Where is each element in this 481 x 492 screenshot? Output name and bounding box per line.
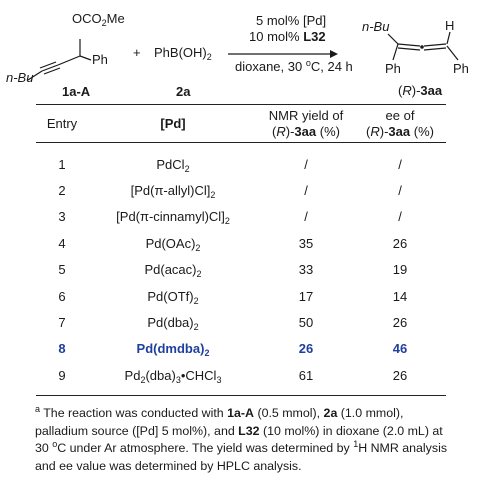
table-row [36, 362, 446, 395]
cell-yield: 26 [298, 341, 314, 357]
cell-entry: 1 [58, 156, 66, 172]
header-pd: [Pd] [160, 115, 186, 131]
cell-pd: $Pd(dmdba)_2$ [136, 341, 210, 359]
reaction-scheme [0, 0, 481, 110]
cell-yield: / [304, 209, 308, 225]
header-entry: Entry [46, 115, 78, 131]
cell-entry: 6 [58, 288, 66, 304]
cell-entry: 4 [58, 235, 66, 251]
product-phenyl-right: Ph [453, 61, 469, 76]
table-row [36, 283, 446, 309]
product-butyl: n-Bu [362, 19, 390, 34]
cell-pd: $[Pd(\pi-allyl)Cl]_2$ [130, 183, 216, 201]
cell-yield: / [304, 183, 308, 199]
table-row [36, 143, 446, 178]
table-row [36, 204, 446, 230]
table-row [36, 177, 446, 203]
table-header-row [36, 105, 446, 143]
table-row [36, 230, 446, 256]
table-row [36, 309, 446, 335]
plus-sign: + [133, 45, 141, 60]
condition-solvent: dioxane, 30 $^o$C, 24 h [235, 58, 353, 74]
cell-yield: 33 [298, 262, 314, 278]
reactant1-phenyl: Ph [92, 52, 108, 67]
cell-yield: 61 [298, 367, 314, 383]
table-row [36, 336, 446, 362]
reactant1-butyl: n-Bu [6, 70, 34, 85]
cell-ee: 46 [392, 341, 408, 357]
cell-pd: PdCl$_2$ [156, 156, 190, 174]
condition-catalyst: 5 mol% [Pd] [256, 13, 327, 28]
cell-yield: 17 [298, 288, 314, 304]
cell-entry: 7 [58, 315, 66, 331]
cell-pd: $Pd(OTf)_2$ [147, 288, 199, 306]
product-hydrogen: H [445, 18, 455, 33]
product-label: (R)-3aa [398, 83, 443, 98]
cell-yield: 35 [298, 235, 314, 251]
table-row [36, 257, 446, 283]
cell-ee: / [398, 156, 402, 172]
cell-entry: 2 [58, 183, 66, 199]
cell-yield: / [304, 156, 308, 172]
cell-entry: 8 [58, 341, 66, 357]
cell-entry: 3 [58, 209, 66, 225]
cell-ee: 26 [392, 367, 408, 383]
results-table [36, 104, 446, 396]
header-yield: NMR yield of (R)-3aa (%) [268, 107, 344, 139]
header-ee: ee of (R)-3aa (%) [366, 107, 434, 139]
cell-ee: / [398, 209, 402, 225]
cell-pd: $Pd(dba)_2$ [147, 315, 199, 333]
cell-ee: 14 [392, 288, 408, 304]
reactant1-ester-group: $OCO_2Me$ [72, 11, 125, 28]
product-phenyl-left: Ph [385, 61, 401, 76]
reactant1-label: 1a-A [62, 84, 91, 99]
cell-ee: 19 [392, 262, 408, 278]
condition-ligand: 10 mol% L32 [249, 29, 326, 44]
footnote: $^a$ The reaction was conducted with 1a-A (0.5 mmol), 2a (1.0 mmol), palladium source ([Pd] 5 mol%), and L32 (10 mol%) in dioxane (2.0 mL) at 30 $^o$C under Ar atmosphere. The yield was determined by $^1$H NMR analysis and ee value was determined by HPLC analysis. [35, 404, 448, 473]
table-body [36, 143, 446, 396]
reactant2-label: 2a [176, 84, 191, 99]
cell-ee: 26 [392, 315, 408, 331]
cell-yield: 50 [298, 315, 314, 331]
reactant2-formula: $PhB(OH)_2$ [154, 45, 212, 62]
cell-pd: $Pd(OAc)_2$ [145, 235, 201, 253]
cell-pd: $Pd_2(dba)_3•CHCl_3$ [124, 367, 222, 385]
cell-entry: 9 [58, 367, 66, 383]
cell-ee: 26 [392, 235, 408, 251]
cell-ee: / [398, 183, 402, 199]
cell-pd: $Pd(acac)_2$ [144, 262, 202, 280]
cell-entry: 5 [58, 262, 66, 278]
cell-pd: $[Pd(\pi-cinnamyl)Cl]_2$ [116, 209, 230, 227]
